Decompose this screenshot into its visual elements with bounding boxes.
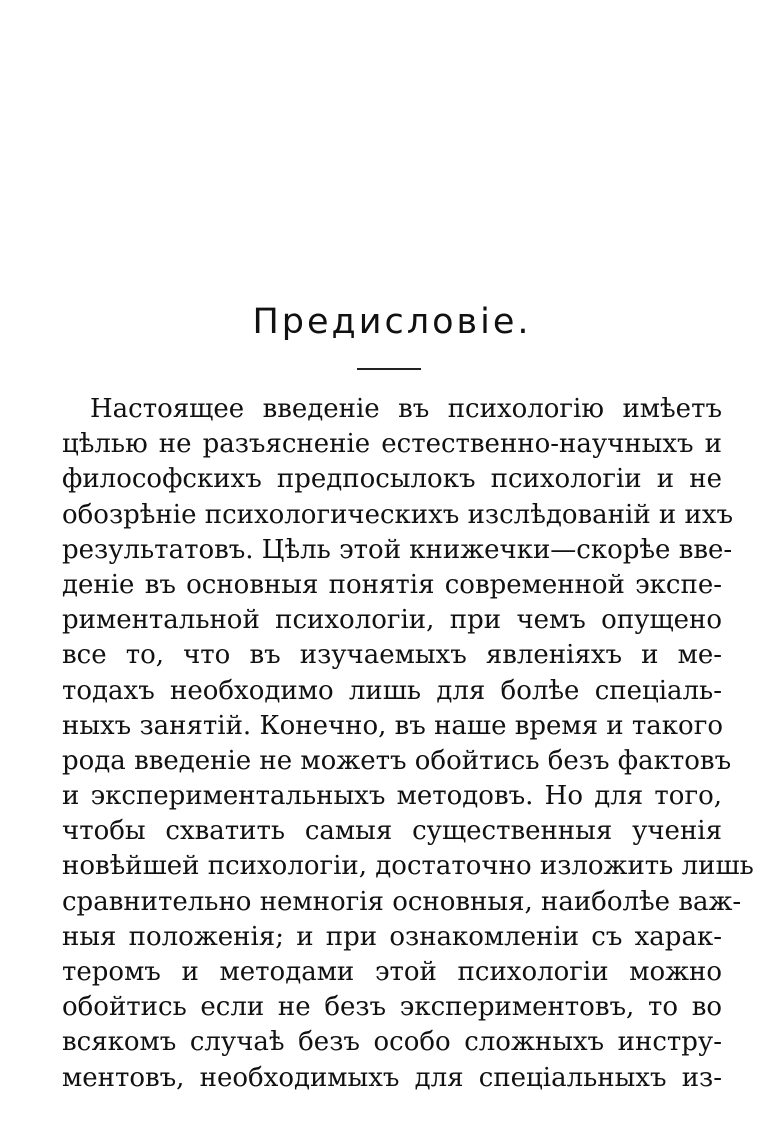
text-line: философскихъ предпосылокъ психологіи и не	[62, 464, 722, 495]
text-line: сравнительно немногія основныя, наиболѣе важ-	[62, 886, 742, 917]
text-line: всякомъ случаѣ безъ особо сложныхъ инстру-	[62, 1027, 722, 1058]
text-line: теромъ и методами этой психологіи можно	[62, 957, 722, 987]
text-line: ныхъ занятій. Конечно, въ наше время и такого	[62, 710, 723, 741]
text-line: все то, что въ изучаемыхъ явленіяхъ и ме-	[62, 640, 722, 671]
text-line: чтобы схватить самыя существенныя ученія	[62, 816, 722, 847]
title-divider	[357, 368, 421, 370]
text-line: и экспериментальныхъ методовъ. Но для того,	[62, 781, 722, 812]
text-line: риментальной психологіи, при чемъ опущено	[62, 605, 722, 636]
text-line: тодахъ необходимо лишь для болѣе спеціаль-	[62, 675, 722, 706]
text-line: деніе въ основныя понятія современной экспе-	[62, 569, 722, 600]
preface-paragraph	[62, 392, 754, 1096]
text-line: ментовъ, необходимыхъ для спеціальныхъ из-	[62, 1062, 722, 1093]
text-line: рода введеніе не можетъ обойтись безъ фактовъ	[62, 745, 732, 776]
text-line: цѣлью не разъясненіе естественно-научныхъ и	[62, 429, 722, 460]
text-line: новѣйшей психологіи, достаточно изложить лишь	[62, 851, 754, 882]
text-line: результатовъ. Цѣль этой книжечки—скорѣе вве-	[62, 534, 733, 565]
text-line: обозрѣніе психологическихъ изслѣдованій и ихъ	[62, 499, 734, 530]
text-line: Настоящее введеніе въ психологію имѣетъ	[90, 394, 722, 424]
page-title: Предисловіе.	[252, 302, 532, 342]
text-line: ныя положенія; и при ознакомленіи съ харак-	[62, 921, 722, 952]
text-line: обойтись если не безъ экспериментовъ, то во	[62, 992, 722, 1023]
